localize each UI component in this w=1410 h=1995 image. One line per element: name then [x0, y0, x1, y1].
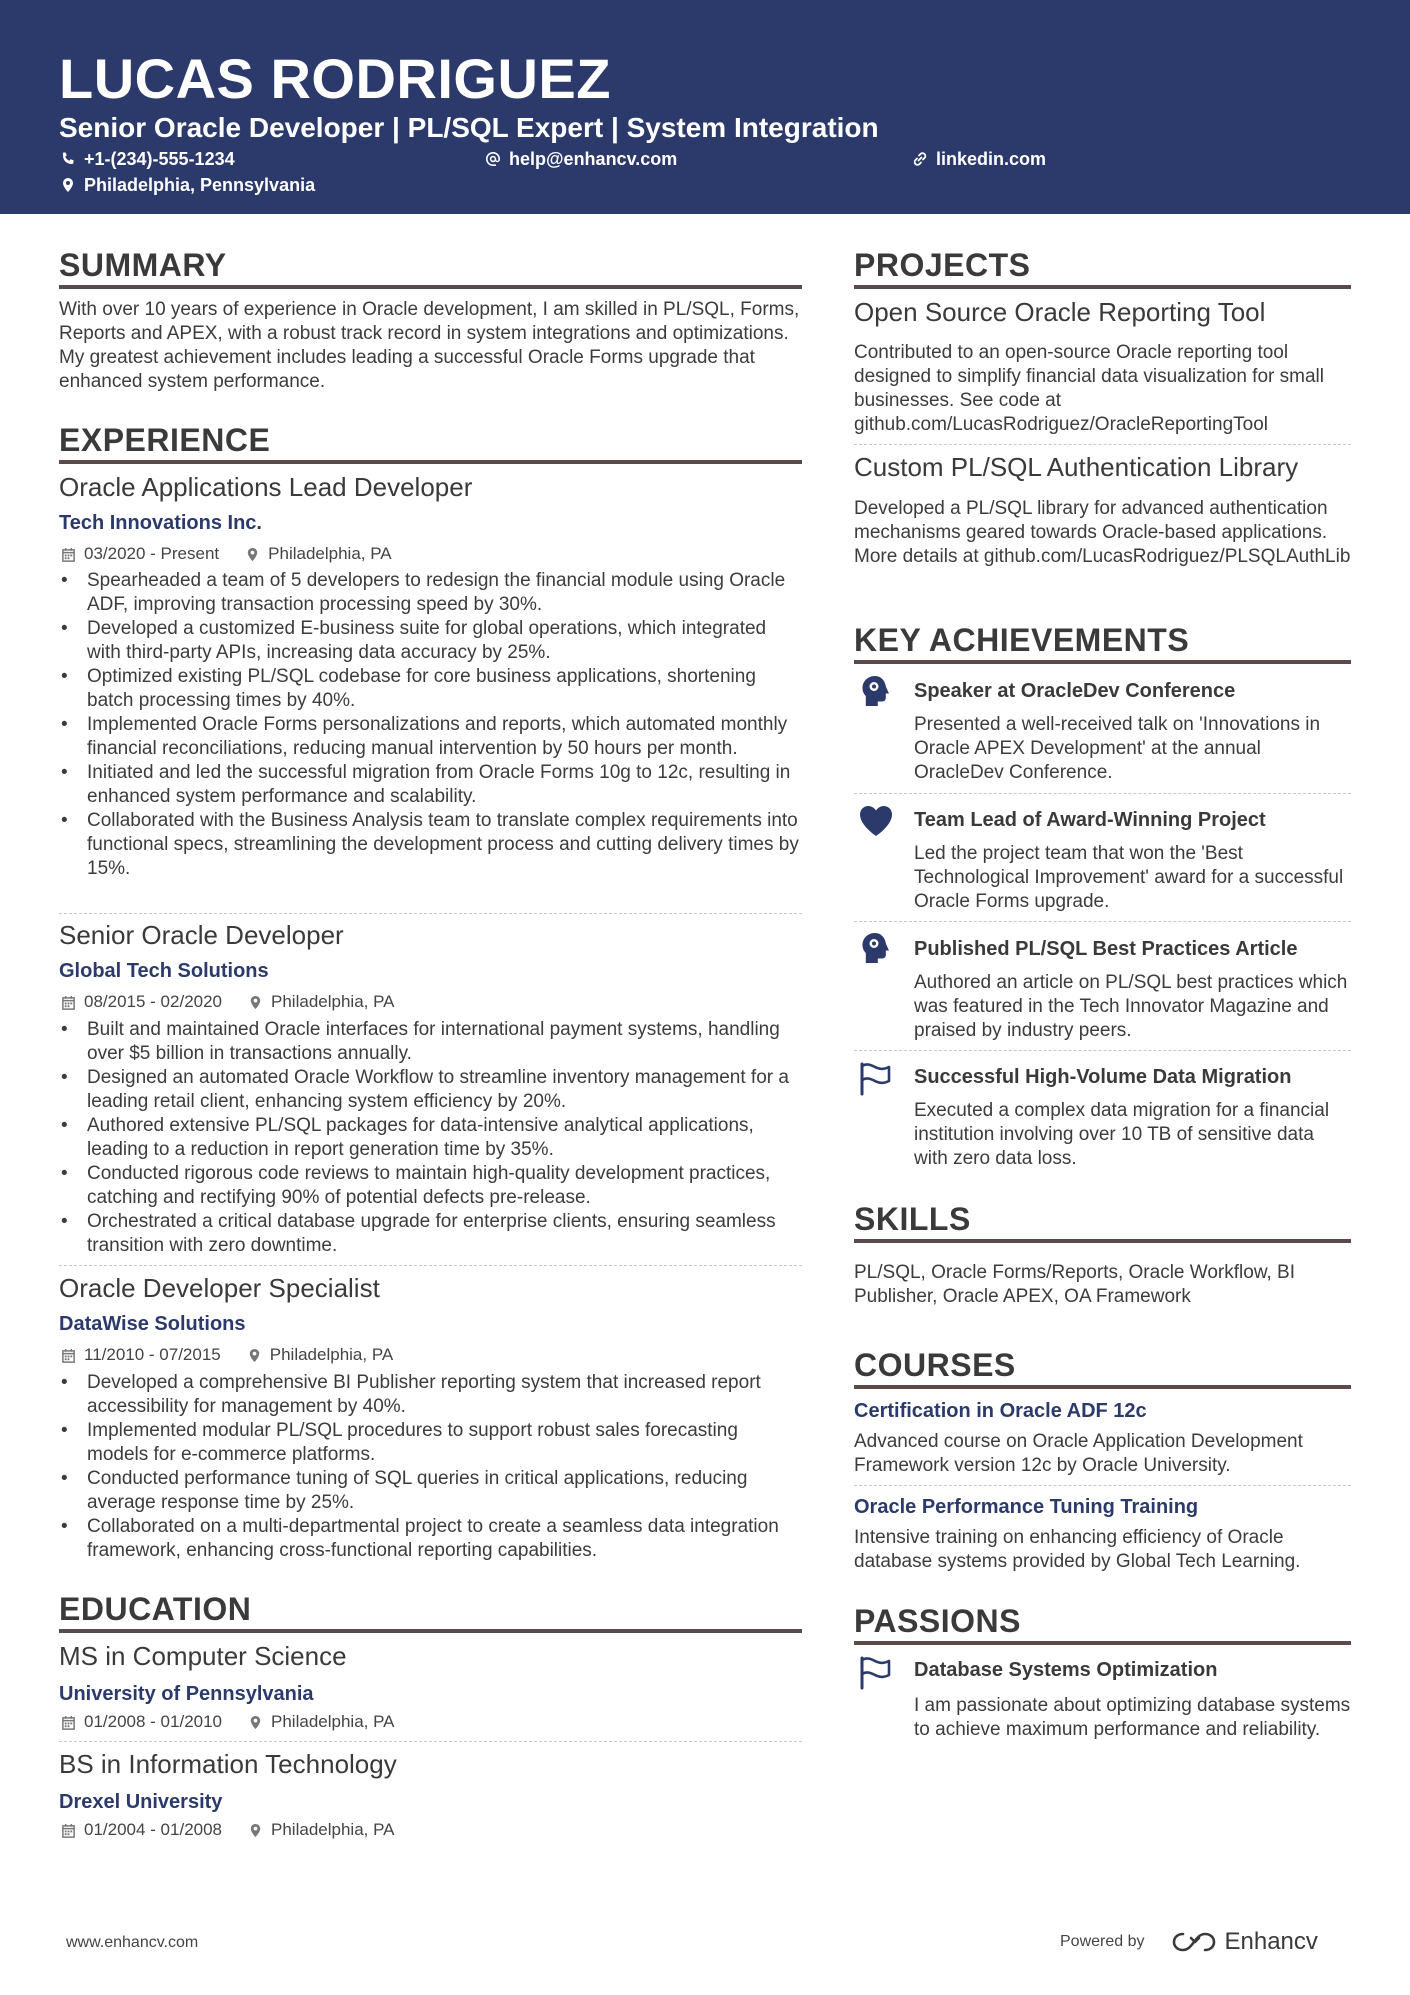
divider: [59, 1741, 802, 1742]
list-item: • Implemented modular PL/SQL procedures to support robust sales forecasting models for e-commerce platforms.: [59, 1419, 802, 1467]
course-description: Intensive training on enhancing efficiency of Oracle database systems provided by Global Tech Learning.: [854, 1527, 1301, 1572]
calendar-icon: [61, 547, 76, 562]
projects-heading: PROJECTS: [854, 247, 1031, 283]
resume-header: [0, 0, 1410, 214]
candidate-name: LUCAS RODRIGUEZ: [59, 47, 611, 110]
job-meta: [61, 991, 421, 1013]
heart-icon: [857, 802, 895, 840]
course-description: Advanced course on Oracle Application Development Framework version 12c by Oracle University.: [854, 1431, 1303, 1476]
summary-heading: SUMMARY: [59, 247, 227, 283]
job-meta: [61, 543, 418, 565]
divider: [854, 444, 1351, 445]
map-pin-icon: [245, 547, 260, 562]
list-item: • Orchestrated a critical database upgrade for enterprise clients, ensuring seamless transition with zero downtime.: [59, 1210, 802, 1258]
passion-title: Database Systems Optimization: [914, 1659, 1218, 1681]
experience-heading: EXPERIENCE: [59, 422, 271, 458]
powered-by-label: Powered by: [1060, 1933, 1145, 1950]
footer-website[interactable]: www.enhancv.com: [66, 1934, 199, 1951]
divider: [854, 1050, 1351, 1051]
list-item: • Developed a customized E-business suite for global operations, which integrated with third-party APIs, increasing data accuracy by 25%.: [59, 617, 802, 665]
job-bullets: [59, 1018, 802, 1258]
job-dates: 03/2020 - Present: [84, 544, 220, 563]
flag-icon: [857, 1059, 895, 1097]
project-title: Custom PL/SQL Authentication Library: [854, 452, 1299, 482]
calendar-icon: [61, 1715, 76, 1730]
education-dates: 01/2008 - 01/2010: [84, 1712, 223, 1731]
job-bullets: [59, 569, 802, 881]
footer-branding: [1060, 1928, 1318, 1956]
brand-name: Enhancv: [1224, 1928, 1318, 1955]
achievement-description: Presented a well-received talk on 'Innovations in Oracle APEX Development' at the annual OracleDev Conference.: [914, 714, 1321, 783]
list-item: • Conducted performance tuning of SQL queries in critical applications, reducing average response time by 25%.: [59, 1467, 802, 1515]
passion-description: I am passionate about optimizing database systems to achieve maximum performance and reliability.: [914, 1695, 1351, 1740]
skills-rule: [854, 1239, 1351, 1243]
passions-heading: PASSIONS: [854, 1603, 1021, 1639]
skills-text: PL/SQL, Oracle Forms/Reports, Oracle Workflow, BI Publisher, Oracle APEX, OA Framework: [854, 1262, 1295, 1307]
list-item: • Implemented Oracle Forms personalizations and reports, which automated monthly financial reconciliations, reducing manual intervention by 50 hours per month.: [59, 713, 802, 761]
education-location: Philadelphia, PA: [271, 1820, 395, 1839]
job-title: Oracle Developer Specialist: [59, 1273, 380, 1303]
achievement-description: Executed a complex data migration for a financial institution involving over 10 TB of sensitive data with zero data loss.: [914, 1100, 1330, 1169]
education-dates: 01/2004 - 01/2008: [84, 1820, 223, 1839]
course-title: Certification in Oracle ADF 12c: [854, 1400, 1147, 1422]
education-rule: [59, 1629, 802, 1633]
company-name: Global Tech Solutions: [59, 960, 269, 982]
location-text: Philadelphia, Pennsylvania: [84, 175, 316, 195]
job-dates: 08/2015 - 02/2020: [84, 992, 223, 1011]
job-location: Philadelphia, PA: [271, 992, 395, 1011]
divider: [854, 793, 1351, 794]
job-location: Philadelphia, PA: [269, 1345, 394, 1364]
achievements-rule: [854, 660, 1351, 664]
list-item: • Spearheaded a team of 5 developers to redesign the financial module using Oracle ADF, improving transaction processing speed by 30%.: [59, 569, 802, 617]
list-item: • Built and maintained Oracle interfaces for international payment systems, handling over $5 billion in transactions annually.: [59, 1018, 802, 1066]
calendar-icon: [61, 1348, 76, 1363]
school-name: University of Pennsylvania: [59, 1683, 314, 1705]
contact-phone[interactable]: [60, 148, 235, 170]
list-item: • Initiated and led the successful migration from Oracle Forms 10g to 12c, resulting in enhanced system performance and scalability.: [59, 761, 802, 809]
degree-title: BS in Information Technology: [59, 1749, 397, 1779]
company-name: Tech Innovations Inc.: [59, 512, 262, 534]
divider: [59, 913, 802, 914]
company-name: DataWise Solutions: [59, 1313, 246, 1335]
summary-text: With over 10 years of experience in Oracle development, I am skilled in PL/SQL, Forms, Reports and APEX, with a robust track record in system integrations and optimizations. My greatest achievement includes leading a successful Oracle Forms upgrade that enhanced system performance.: [59, 299, 800, 392]
at-icon: [485, 151, 501, 167]
enhancv-logo[interactable]: [1171, 1928, 1318, 1956]
skills-heading: SKILLS: [854, 1201, 971, 1237]
education-meta: [61, 1819, 421, 1841]
flag-icon: [857, 1653, 895, 1691]
project-title: Open Source Oracle Reporting Tool: [854, 297, 1266, 327]
list-item: • Collaborated with the Business Analysis team to translate complex requirements into functional specs, streamlining the development process and cutting delivery times by 15%.: [59, 809, 802, 881]
divider: [854, 1485, 1351, 1486]
contact-linkedin[interactable]: [912, 148, 1046, 170]
job-dates: 11/2010 - 07/2015: [84, 1345, 221, 1364]
education-heading: EDUCATION: [59, 1591, 252, 1627]
degree-title: MS in Computer Science: [59, 1641, 347, 1671]
map-pin-icon: [247, 1348, 262, 1363]
courses-rule: [854, 1385, 1351, 1389]
course-title: Oracle Performance Tuning Training: [854, 1496, 1199, 1518]
achievement-description: Authored an article on PL/SQL best practices which was featured in the Tech Innovator Magazine and praised by industry peers.: [914, 972, 1348, 1041]
experience-rule: [59, 460, 802, 464]
map-pin-icon: [248, 1715, 263, 1730]
job-meta: [61, 1344, 419, 1366]
projects-rule: [854, 285, 1351, 289]
achievement-title: Published PL/SQL Best Practices Article: [914, 938, 1298, 960]
list-item: • Developed a comprehensive BI Publisher reporting system that increased report accessibility for management by 40%.: [59, 1371, 802, 1419]
passions-rule: [854, 1641, 1351, 1645]
job-location: Philadelphia, PA: [268, 544, 392, 563]
project-description: Contributed to an open-source Oracle reporting tool designed to simplify financial data visualization for small businesses. See code at github.com/LucasRodriguez/OracleReportingTool: [854, 342, 1324, 435]
list-item: • Conducted rigorous code reviews to maintain high-quality development practices, catching and rectifying 90% of potential defects pre-release.: [59, 1162, 802, 1210]
contact-email[interactable]: [485, 148, 677, 170]
contact-location: [60, 174, 315, 196]
phone-icon: [60, 151, 76, 167]
achievements-heading: KEY ACHIEVEMENTS: [854, 622, 1190, 658]
list-item: • Optimized existing PL/SQL codebase for core business applications, shortening batch processing times by 40%.: [59, 665, 802, 713]
map-pin-icon: [248, 1823, 263, 1838]
school-name: Drexel University: [59, 1791, 223, 1813]
courses-heading: COURSES: [854, 1347, 1016, 1383]
divider: [854, 921, 1351, 922]
project-description: Developed a PL/SQL library for advanced authentication mechanisms geared towards Oracle-based applications. More details at github.com/LucasRodriguez/PLSQLAuthLib: [854, 498, 1351, 567]
achievement-title: Speaker at OracleDev Conference: [914, 680, 1236, 702]
achievement-title: Team Lead of Award-Winning Project: [914, 809, 1266, 831]
job-title: Oracle Applications Lead Developer: [59, 472, 473, 502]
summary-rule: [59, 285, 802, 289]
head-icon: [857, 673, 895, 711]
head-icon: [857, 930, 895, 968]
link-icon: [912, 151, 928, 167]
map-pin-icon: [248, 995, 263, 1010]
phone-text: +1-(234)-555-1234: [84, 149, 235, 169]
job-title: Senior Oracle Developer: [59, 920, 344, 950]
candidate-title: Senior Oracle Developer | PL/SQL Expert | System Integration: [59, 112, 879, 143]
achievement-title: Successful High-Volume Data Migration: [914, 1066, 1292, 1088]
list-item: • Collaborated on a multi-departmental project to create a seamless data integration framework, enhancing cross-functional reporting capabilities.: [59, 1515, 802, 1563]
linkedin-text: linkedin.com: [936, 149, 1047, 169]
divider: [59, 1265, 802, 1266]
list-item: • Designed an automated Oracle Workflow to streamline inventory management for a leading retail client, enhancing system efficiency by 20%.: [59, 1066, 802, 1114]
education-location: Philadelphia, PA: [271, 1712, 395, 1731]
calendar-icon: [61, 1823, 76, 1838]
achievement-description: Led the project team that won the 'Best Technological Improvement' award for a successful Oracle Forms upgrade.: [914, 843, 1344, 912]
job-bullets: [59, 1371, 802, 1563]
list-item: • Authored extensive PL/SQL packages for data-intensive analytical applications, leading to a reduction in report generation time by 35%.: [59, 1114, 802, 1162]
calendar-icon: [61, 995, 76, 1010]
email-text: help@enhancv.com: [509, 149, 678, 169]
enhancv-logo-icon: [1171, 1930, 1217, 1954]
education-meta: [61, 1711, 421, 1733]
map-pin-icon: [60, 177, 76, 193]
